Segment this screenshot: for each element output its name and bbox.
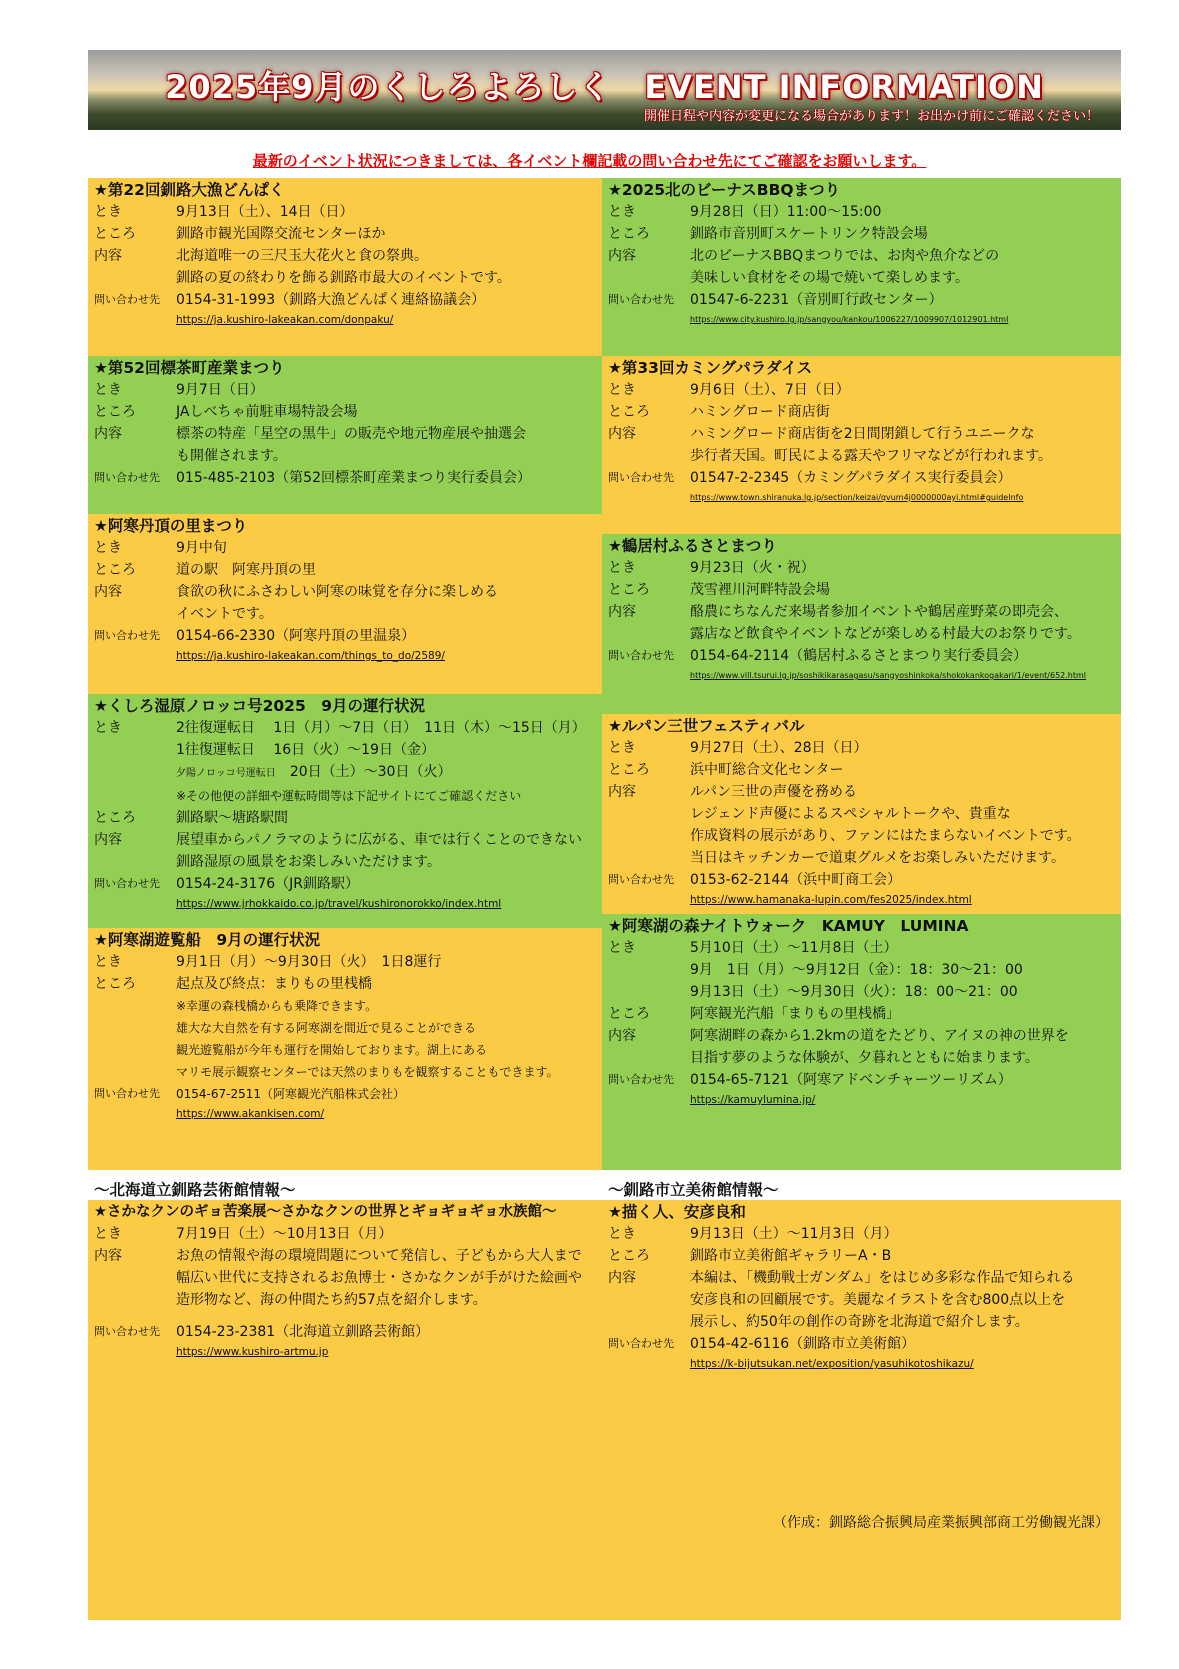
event-tsurui: [602, 534, 1121, 714]
label-tokoro: ところ: [94, 404, 136, 420]
event-place: JAしべちゃ前駐車場特設会場: [176, 404, 358, 420]
event-desc: 展示し、約50年の創作の奇跡を北海道で紹介します。: [690, 1314, 1029, 1330]
event-shibecha: [88, 356, 602, 514]
event-date: 9月6日（土）、7日（日）: [690, 382, 850, 398]
event-desc: レジェンド声優によるスペシャルトークや、貴重な: [690, 806, 1011, 822]
event-link[interactable]: https://www.jrhokkaido.co.jp/travel/kushironorokko/index.html: [176, 898, 502, 910]
event-contact: 01547-2-2345（カミングパラダイス実行委員会）: [690, 470, 1012, 486]
event-contact: 0154-65-7121（阿寒アドベンチャーツーリズム）: [690, 1072, 1012, 1088]
event-desc: ルパン三世の声優を務める: [690, 784, 858, 800]
event-link[interactable]: https://ja.kushiro-lakeakan.com/donpaku/: [176, 314, 394, 326]
label-toki: とき: [94, 540, 122, 556]
event-contact: 0154-67-2511（阿寒観光汽船株式会社）: [176, 1087, 406, 1101]
label-tokoro: ところ: [608, 226, 650, 242]
label-naiyou: 内容: [94, 248, 122, 264]
label-toki: とき: [608, 1226, 636, 1242]
header-subtitle: 開催日程や内容が変更になる場合があります！お出かけ前にご確認ください！: [643, 109, 1099, 124]
event-desc: 阿寒湖畔の森から1.2kmの道をたどり、アイヌの神の世界を: [690, 1028, 1069, 1044]
section-heading-art-museum: ～北海道立釧路芸術館情報～: [94, 1181, 296, 1199]
event-date: 7月19日（土）～10月13日（月）: [176, 1226, 393, 1242]
event-lumina: [602, 914, 1121, 1170]
event-desc: 目指す夢のような体験が、夕暮れとともに始まります。: [690, 1050, 1039, 1066]
event-akan-tancho: [88, 514, 602, 694]
label-naiyou: 内容: [608, 248, 636, 264]
event-norokko: [88, 694, 602, 928]
event-desc: お魚の情報や海の環境問題について発信し、子どもから大人まで: [176, 1248, 582, 1264]
label-tokoro: ところ: [94, 810, 136, 826]
label-contact: 問い合わせ先: [608, 293, 674, 306]
event-link[interactable]: https://www.kushiro-artmu.jp: [176, 1346, 329, 1358]
event-note: ※その他便の詳細や運転時間等は下記サイトにてご確認ください: [176, 789, 522, 803]
event-link[interactable]: https://www.hamanaka-lupin.com/fes2025/index.html: [690, 894, 972, 906]
event-desc: 展望車からパノラマのように広がる、車では行くことのできない: [176, 832, 582, 848]
label-contact: 問い合わせ先: [94, 629, 160, 642]
label-contact: 問い合わせ先: [608, 1073, 674, 1086]
label-contact: 問い合わせ先: [94, 1325, 160, 1338]
label-contact: 問い合わせ先: [608, 471, 674, 484]
label-contact: 問い合わせ先: [608, 873, 674, 886]
event-title: ★第52回標茶町産業まつり: [94, 359, 285, 377]
event-desc: 美味しい食材をその場で焼いて楽しめます。: [690, 270, 969, 286]
event-link[interactable]: https://www.vill.tsurui.lg.jp/soshikikarasagasu/sangyoshinkoka/shokokankogakari/1/event/652.html: [690, 671, 1087, 680]
event-contact: 015-485-2103（第52回標茶町産業まつり実行委員会）: [176, 470, 531, 486]
event-contact: 0154-24-3176（JR釧路駅）: [176, 876, 360, 892]
event-desc: 観光遊覧船が今年も運行を開始しております。湖上にある: [176, 1043, 488, 1057]
label-tokoro: ところ: [94, 562, 136, 578]
event-place: 釧路市立美術館ギャラリーA・B: [690, 1248, 892, 1264]
event-date: 9月28日（日）11:00～15:00: [690, 204, 882, 220]
label-contact: 問い合わせ先: [94, 293, 160, 306]
event-place: ハミングロード商店街: [690, 404, 830, 420]
event-place: 道の駅 阿寒丹頂の里: [176, 562, 316, 578]
event-desc: 標茶の特産「星空の黒牛」の販売や地元物産展や抽選会: [176, 426, 526, 442]
label-naiyou: 内容: [608, 784, 636, 800]
event-link[interactable]: https://ja.kushiro-lakeakan.com/things_to_do/2589/: [176, 650, 445, 662]
event-desc: ※幸運の森桟橋からも乗降できます。: [176, 999, 378, 1013]
label-naiyou: 内容: [94, 584, 122, 600]
event-sakana: [88, 1200, 602, 1540]
event-desc: イベントです。: [176, 606, 273, 622]
event-contact: 0154-64-2114（鶴居村ふるさとまつり実行委員会）: [690, 648, 1028, 664]
label-toki: とき: [608, 382, 636, 398]
event-desc: 露店など飲食やイベントなどが楽しめる村最大のお祭りです。: [690, 626, 1081, 642]
event-title: ★第33回カミングパラダイス: [608, 359, 813, 377]
event-contact: 0153-62-2144（浜中町商工会）: [690, 872, 902, 888]
event-date: 9月27日（土）、28日（日）: [690, 740, 868, 756]
event-desc: マリモ展示観察センターでは天然のまりもを観察することもできます。: [176, 1065, 559, 1079]
event-desc: 幅広い世代に支持されるお魚博士・さかなクンが手がけた絵画や: [176, 1270, 582, 1286]
event-lupin: [602, 714, 1121, 914]
event-date: 9月23日（火・祝）: [690, 560, 815, 576]
event-title: ★阿寒湖の森ナイトウォーク KAMUY LUMINA: [608, 917, 969, 935]
event-title: ★さかなクンのギョ苦楽展～さかなクンの世界とギョギョギョ水族館～: [94, 1204, 557, 1220]
event-title: ★ルパン三世フェスティバル: [608, 717, 805, 735]
event-desc: 本編は、「機動戦士ガンダム」をはじめ多彩な作品で知られる: [690, 1270, 1075, 1286]
event-contact: 0154-23-2381（北海道立釧路芸術館）: [176, 1324, 430, 1340]
event-link[interactable]: https://www.town.shiranuka.lg.jp/section/keizai/qvum4j0000000ayi.html#guideInfo: [690, 493, 1024, 502]
label-tokoro: ところ: [608, 1006, 650, 1022]
event-desc: 造形物など、海の仲間たち約57点を紹介します。: [176, 1292, 487, 1308]
label-tokoro: ところ: [608, 1248, 650, 1264]
event-date: 9月13日（土）、14日（日）: [176, 204, 354, 220]
label-naiyou: 内容: [94, 1248, 122, 1264]
event-link[interactable]: https://kamuylumina.jp/: [690, 1094, 816, 1106]
event-desc: 釧路の夏の終わりを飾る釧路市最大のイベントです。: [176, 270, 511, 286]
label-toki: とき: [94, 954, 122, 970]
label-contact: 問い合わせ先: [608, 649, 674, 662]
event-yasuhiko: [602, 1200, 1121, 1540]
label-naiyou: 内容: [94, 426, 122, 442]
event-desc: 雄大な大自然を有する阿寒湖を間近で見ることができる: [176, 1021, 477, 1035]
label-tokoro: ところ: [608, 582, 650, 598]
event-desc: も開催されます。: [176, 448, 287, 464]
event-date: 9月13日（土）～9月30日（火）：18：00～21：00: [690, 984, 1018, 1000]
event-contact: 01547-6-2231（音別町行政センター）: [690, 292, 943, 308]
label-contact: 問い合わせ先: [94, 1087, 160, 1100]
event-cruise: [88, 928, 602, 1170]
event-date-label: 夕陽ノロッコ号運転日: [176, 768, 276, 779]
event-link[interactable]: https://www.city.kushiro.lg.jp/sangyou/kankou/1006227/1009907/1012901.html: [690, 315, 1009, 324]
event-contact: 0154-66-2330（阿寒丹頂の里温泉）: [176, 628, 416, 644]
label-toki: とき: [608, 740, 636, 756]
label-tokoro: ところ: [94, 976, 136, 992]
event-desc: 食欲の秋にふさわしい阿寒の味覚を存分に楽しめる: [176, 584, 498, 600]
label-contact: 問い合わせ先: [94, 877, 160, 890]
section-heading-city-museum: ～釧路市立美術館情報～: [608, 1181, 779, 1199]
notice-text: 最新のイベント状況につきましては、各イベント欄記載の問い合わせ先にてご確認をお願いします。: [252, 152, 927, 170]
event-date: 5月10日（土）～11月8日（土）: [690, 940, 898, 956]
page-title: 2025年9月のくしろよろしく EVENT INFORMATION: [165, 68, 1044, 106]
event-desc: 安彦良和の回顧展です。美麗なイラストを含む800点以上を: [690, 1292, 1066, 1308]
event-place: 起点及び終点：まりもの里桟橋: [176, 976, 372, 992]
event-date: 9月 1日（月）～9月12日（金）：18：30～21：00: [690, 962, 1023, 978]
label-naiyou: 内容: [608, 1028, 636, 1044]
event-title: ★くしろ湿原ノロッコ号2025 9月の運行状況: [94, 697, 426, 715]
event-place: 釧路市観光国際交流センターほか: [176, 226, 386, 242]
event-title: ★第22回釧路大漁どんぱく: [94, 181, 285, 199]
event-title: ★描く人、安彦良和: [608, 1203, 746, 1221]
label-naiyou: 内容: [94, 832, 122, 848]
header-banner: [88, 50, 1121, 130]
label-naiyou: 内容: [608, 1270, 636, 1286]
label-toki: とき: [94, 720, 122, 736]
event-place: 浜中町総合文化センター: [690, 762, 844, 778]
event-date: 20日（土）～30日（火）: [289, 764, 452, 780]
label-toki: とき: [608, 560, 636, 576]
label-tokoro: ところ: [94, 226, 136, 242]
label-tokoro: ところ: [608, 404, 650, 420]
event-contact: 0154-42-6116（釧路市立美術館）: [690, 1336, 916, 1352]
footer-panel: [88, 1540, 1121, 1620]
label-toki: とき: [94, 204, 122, 220]
event-desc: 北海道唯一の三尺玉大花火と食の祭典。: [176, 248, 428, 264]
event-desc: 作成資料の展示があり、ファンにはたまらないイベントです。: [690, 828, 1081, 844]
event-date: 2往復運転日 1日（月）～7日（日） 11日（木）～15日（月）: [176, 720, 586, 736]
event-date: 1往復運転日 16日（火）～19日（金）: [176, 742, 435, 758]
event-desc: 北のビーナスBBQまつりでは、お肉や魚介などの: [690, 248, 1000, 264]
credit-text: （作成：釧路総合振興局産業振興部商工労働観光課）: [773, 1515, 1109, 1531]
event-desc: 釧路湿原の風景をお楽しみいただけます。: [176, 854, 441, 870]
label-tokoro: ところ: [608, 762, 650, 778]
event-date: 9月7日（日）: [176, 382, 264, 398]
event-title: ★2025北のビーナスBBQまつり: [608, 181, 841, 199]
event-place: 釧路市音別町スケートリンク特設会場: [690, 226, 928, 242]
event-desc: 酪農にちなんだ来場者参加イベントや鶴居産野菜の即売会、: [690, 604, 1068, 620]
event-venus: [602, 178, 1121, 356]
label-toki: とき: [94, 1226, 122, 1242]
event-date: 9月13日（土）～11月3日（月）: [690, 1226, 898, 1242]
event-title: ★阿寒湖遊覧船 9月の運行状況: [94, 931, 321, 949]
event-place: 茂雪裡川河畔特設会場: [690, 582, 830, 598]
label-naiyou: 内容: [608, 426, 636, 442]
event-contact: 0154-31-1993（釧路大漁どんぱく連絡協議会）: [176, 292, 486, 308]
event-link[interactable]: https://k-bijutsukan.net/exposition/yasuhikotoshikazu/: [690, 1358, 974, 1370]
label-contact: 問い合わせ先: [94, 471, 160, 484]
event-link[interactable]: https://www.akankisen.com/: [176, 1108, 325, 1120]
event-desc: 当日はキッチンカーで道東グルメをお楽しみいただけます。: [690, 850, 1066, 866]
label-naiyou: 内容: [608, 604, 636, 620]
label-toki: とき: [94, 382, 122, 398]
event-humming: [602, 356, 1121, 534]
event-title: ★鶴居村ふるさとまつり: [608, 537, 777, 555]
event-desc: 歩行者天国。町民による露天やフリマなどが行われます。: [690, 448, 1053, 464]
label-contact: 問い合わせ先: [608, 1337, 674, 1350]
label-toki: とき: [608, 204, 636, 220]
event-place: 阿寒観光汽船「まりもの里桟橋」: [690, 1006, 900, 1022]
event-date: 9月1日（月）～9月30日（火） 1日8運行: [176, 954, 442, 970]
event-desc: ハミングロード商店街を2日間閉鎖して行うユニークな: [690, 426, 1035, 442]
event-date: 9月中旬: [176, 540, 227, 556]
event-place: 釧路駅～塘路駅間: [176, 810, 288, 826]
event-title: ★阿寒丹頂の里まつり: [94, 517, 248, 535]
event-donpaku: [88, 178, 602, 356]
label-toki: とき: [608, 940, 636, 956]
